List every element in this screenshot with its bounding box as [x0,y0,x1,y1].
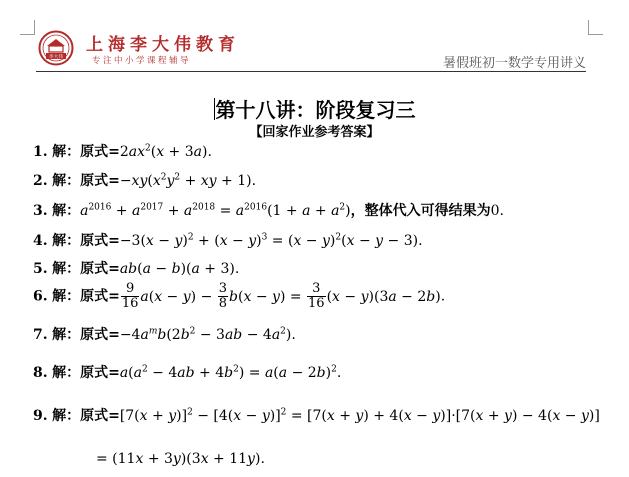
answer-item-9 [33,405,600,425]
margin-corner-top-right [588,20,603,35]
answer-formula: $[7(x + y)]^2 - [4(x - y)]^2 = [7(x + y) + 4(x - y)]\cdot[7(x + y) - 4(x - y)]$ [119,407,600,424]
course-label: 暑假班初一数学专用讲义 [442,56,586,71]
margin-corner-top-left [20,20,35,35]
answer-formula: $-3(x - y)^2 + (x - y)^3 = (x - y)^2(x - y - 3)$ [119,232,419,249]
answer-formula: $-xy(x^2y^2$ + xy + 1) [119,172,252,189]
answer-end: . [440,288,446,305]
answer-end: . [418,233,423,249]
answer-formula: $-4a^mb(2b^2 - 3ab - 4a^2)$ [119,326,292,343]
answer-lead: 解：原式= [52,327,120,343]
answer-lead: 解：原式= [52,233,120,249]
answer-item-9-continuation: = (11x + 3y)(3x + 11y). [96,451,265,467]
answer-lead: 解：原式= [52,173,120,189]
text-cursor [214,98,215,120]
answer-end: . [251,173,257,189]
answer-number: 9. [33,408,48,424]
answer-lead: 解：原式= [52,365,120,381]
page-title-text: 第十八讲：阶段复习三 [215,98,416,122]
answer-item-3 [33,200,504,220]
answer-item-7 [33,324,296,344]
answer-formula: $a^{2016} + a^{2017} + a^{2018} = a^{2016}(1 + a + a^2)$ [80,202,351,219]
answer-lead: 解：原式= [52,261,120,277]
answer-lead: 解：原式= [52,144,120,160]
brand-name: 上海李大伟教育 [86,35,240,55]
answer-note: ，整体代入可得结果为 [350,203,491,219]
answer-number: 1. [33,144,48,160]
answer-number: 8. [33,365,48,381]
answer-number: 5. [33,261,48,277]
page-title [0,94,629,123]
answer-end: . [499,203,504,219]
answer-number: 3. [33,203,48,219]
answer-item-4 [33,230,423,250]
answer-item-1 [33,141,212,161]
answer-result: 0 [490,203,500,219]
answer-end: . [234,261,240,277]
brand-tagline: 专注中小学课程辅导 [92,56,192,66]
answer-formula: $a(a^2 - 4ab + 4b^2) = a(a - 2b)^2$ [119,364,337,381]
answer-number: 2. [33,173,48,189]
answer-formula: $\frac{9}{16}$ a(x − y) − $\frac{3}{8}$ b(x − y) = $\frac{3}{16}$ (x − y)(3a − 2b) [121,281,441,311]
answer-number: 4. [33,233,48,249]
logo-mark-text: 李大伟 [48,55,64,60]
header-divider [36,71,586,72]
school-logo-icon [38,30,74,66]
answer-item-2 [33,170,256,190]
answer-end: . [260,451,265,467]
answer-number: 6. [33,288,48,305]
answer-item-6 [33,282,445,311]
answer-end: . [291,327,296,343]
page-subtitle: 【回家作业参考答案】 [249,125,380,140]
answer-end: . [207,144,212,160]
answer-end: . [336,365,342,381]
answer-formula: ab(a − b)(a + 3) [119,261,235,277]
answer-lead: 解： [52,203,81,219]
answer-formula: $2ax^2(x + 3a)$ [119,143,208,160]
answer-lead: 解：原式= [52,288,120,305]
answer-item-5 [33,258,239,278]
answer-number: 7. [33,327,48,343]
answer-item-8 [33,362,341,382]
answer-lead: 解：原式= [52,408,120,424]
